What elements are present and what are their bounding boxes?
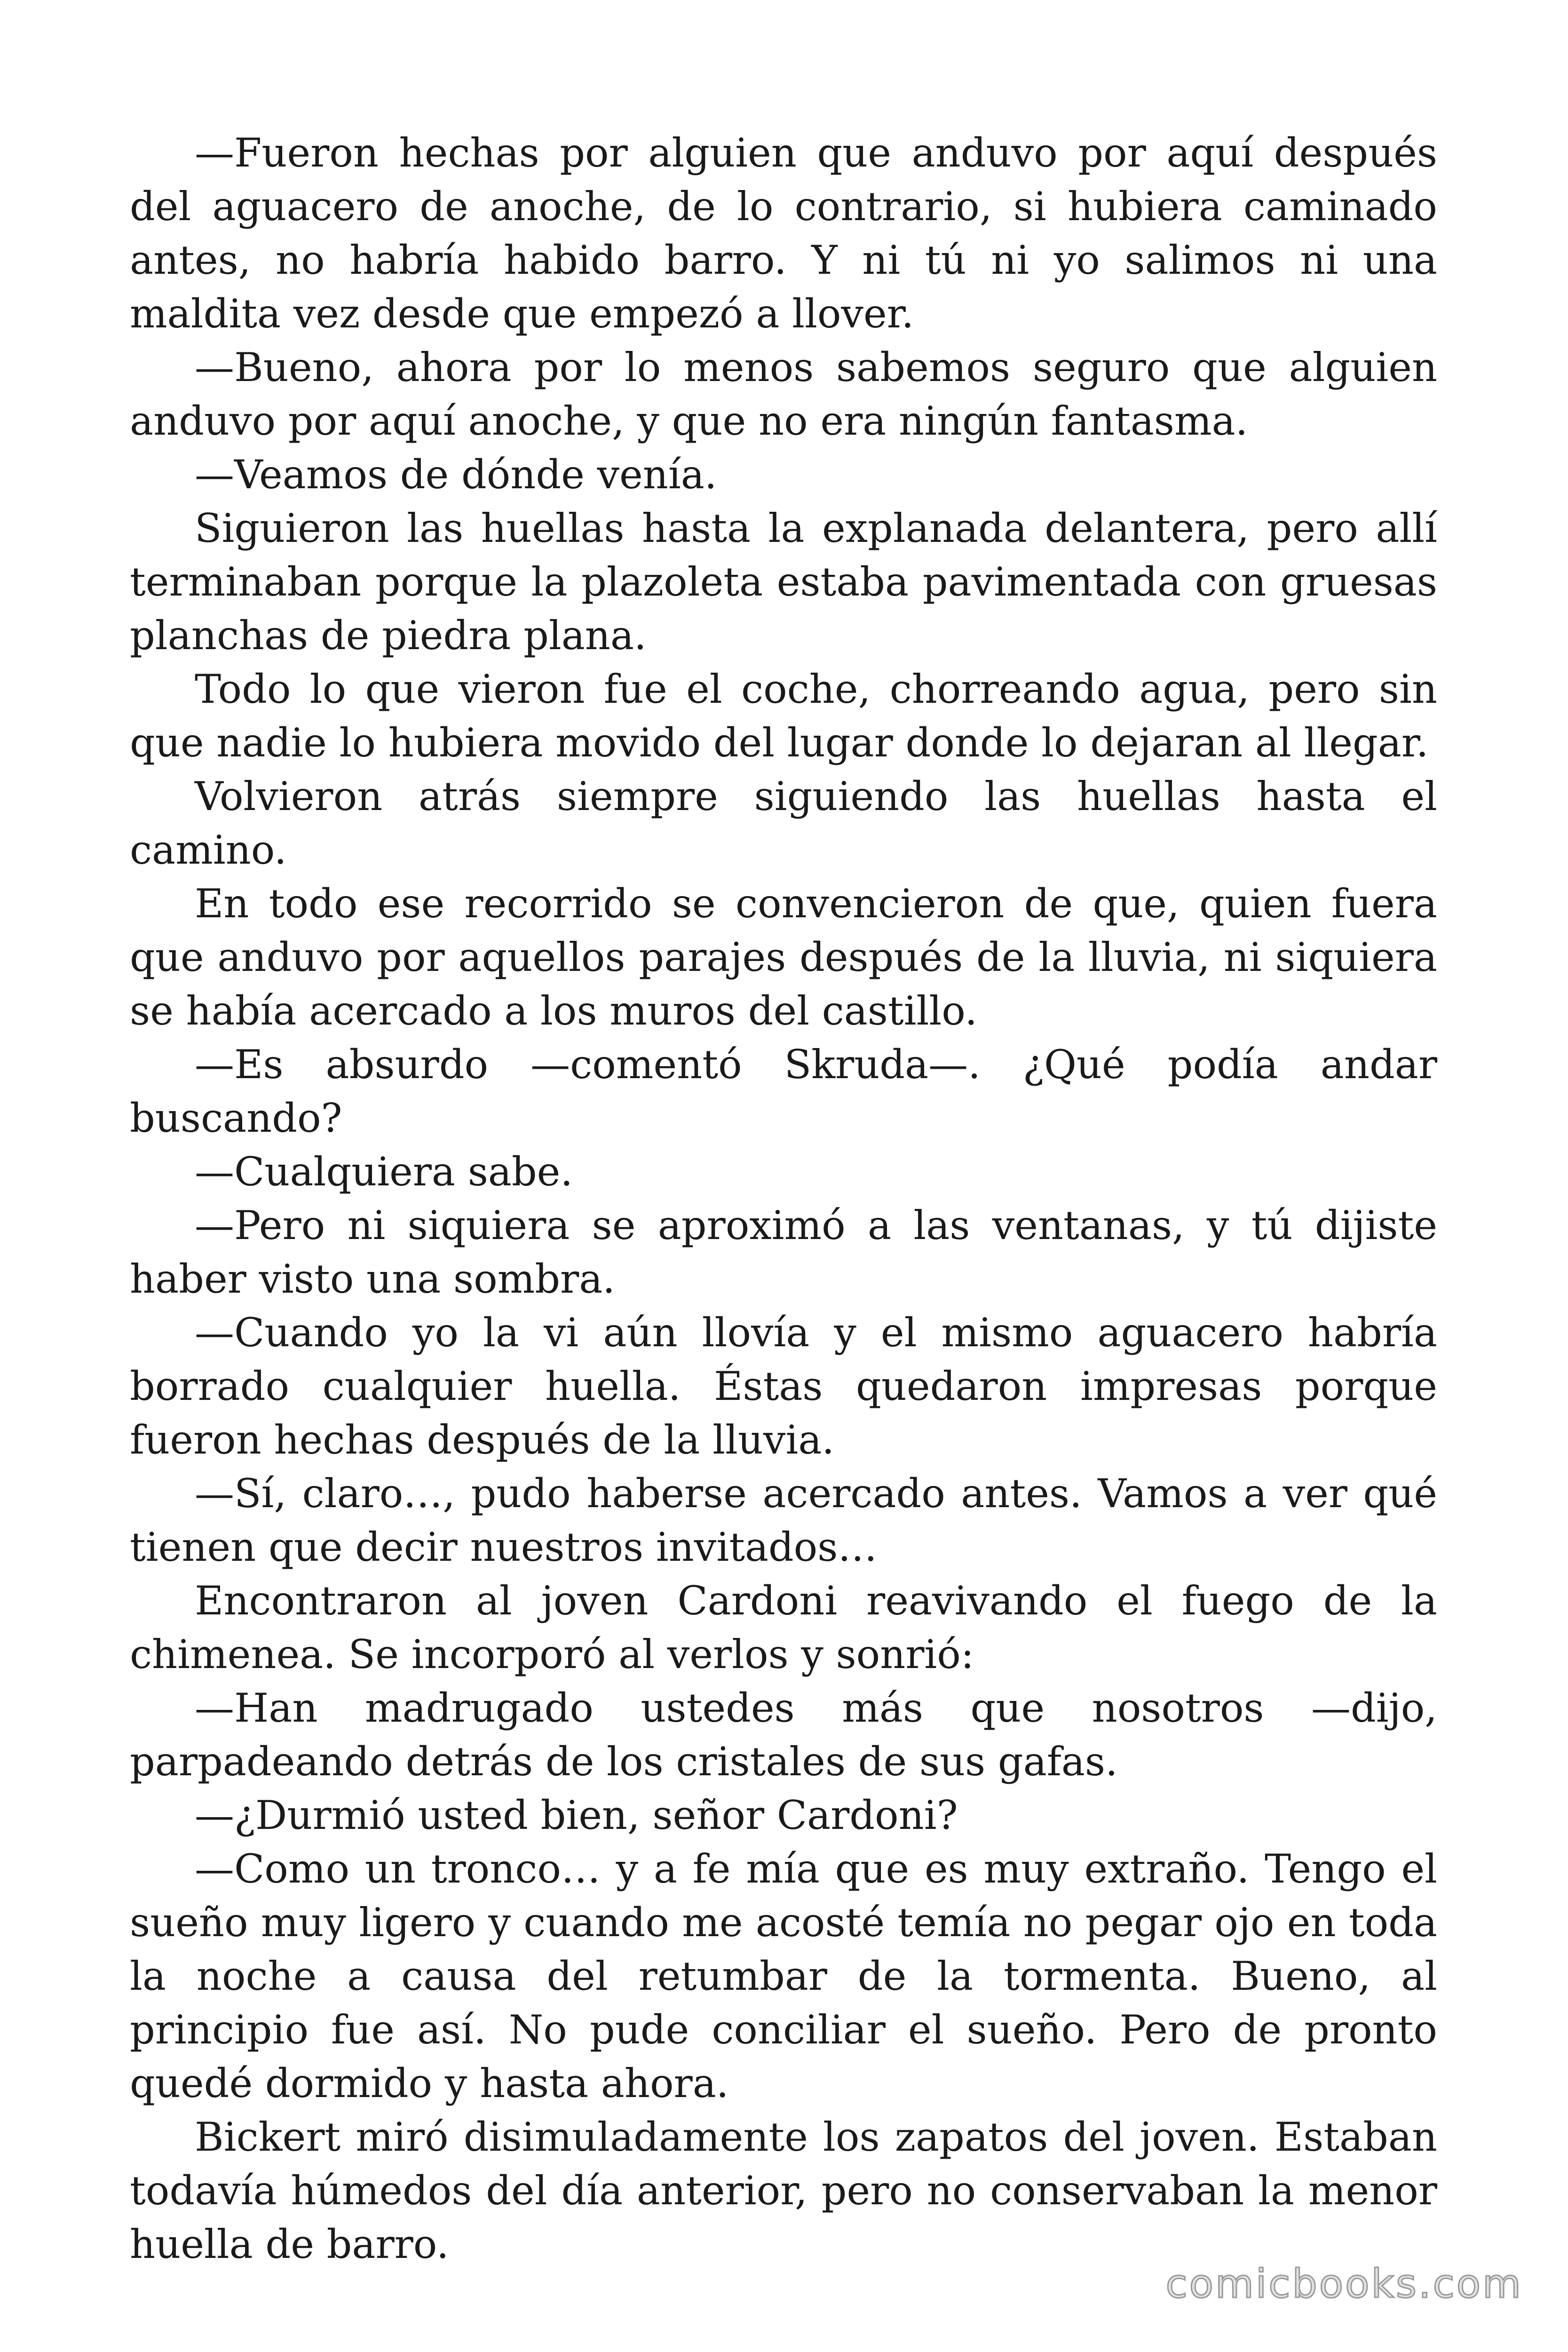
site-watermark: comicbooks.com: [1165, 2261, 1523, 2307]
paragraph-6: Volvieron atrás siempre siguiendo las huellas hasta el camino.: [130, 773, 1437, 873]
paragraph-4: Siguieron las huellas hasta la explanada delantera, pero allí terminaban porque la plazoleta estaba pavimentada con gruesas planchas de piedra plana.: [130, 505, 1437, 659]
paragraph-5: Todo lo que vieron fue el coche, chorreando agua, pero sin que nadie lo hubiera movido del lugar donde lo dejaran al llegar.: [130, 666, 1437, 766]
paragraph-12: —Sí, claro…, pudo haberse acercado antes. Vamos a ver qué tienen que decir nuestros invitados…: [130, 1470, 1437, 1570]
paragraph-2: —Bueno, ahora por lo menos sabemos seguro que alguien anduvo por aquí anoche, y que no era ningún fantasma.: [130, 344, 1437, 444]
paragraph-11: —Cuando yo la vi aún llovía y el mismo aguacero habría borrado cualquier huella. Éstas quedaron impresas porque fueron hechas después de la lluvia.: [130, 1310, 1437, 1463]
paragraph-15: —¿Durmió usted bien, señor Cardoni?: [195, 1792, 958, 1838]
paragraph-14: —Han madrugado ustedes más que nosotros —dijo, parpadeando detrás de los cristales de sus gafas.: [130, 1685, 1437, 1785]
paragraph-10: —Pero ni siquiera se aproximó a las ventanas, y tú dijiste haber visto una sombra.: [130, 1202, 1437, 1302]
paragraph-1: —Fueron hechas por alguien que anduvo por aquí después del aguacero de anoche, de lo contrario, si hubiera caminado antes, no habría habido barro. Y ni tú ni yo salimos ni una maldita vez desde que empezó a llover.: [130, 130, 1437, 337]
body-text: [130, 126, 1437, 2271]
paragraph-9: —Cualquiera sabe.: [195, 1149, 573, 1195]
paragraph-8: —Es absurdo —comentó Skruda—. ¿Qué podía andar buscando?: [130, 1041, 1437, 1141]
paragraph-3: —Veamos de dónde venía.: [195, 452, 717, 498]
paragraph-7: En todo ese recorrido se convencieron de que, quien fuera que anduvo por aquellos parajes después de la lluvia, ni siquiera se había acercado a los muros del castillo.: [130, 881, 1437, 1034]
paragraph-13: Encontraron al joven Cardoni reavivando el fuego de la chimenea. Se incorporó al verlos y sonrió:: [130, 1578, 1437, 1677]
paragraph-16: —Como un tronco… y a fe mía que es muy extraño. Tengo el sueño muy ligero y cuando me acosté temía no pegar ojo en toda la noche a causa del retumbar de la tormenta. Bueno, al principio fue así. No pude conciliar el sueño. Pero de pronto quedé dormido y hasta ahora.: [130, 1846, 1437, 2106]
paragraph-17: Bickert miró disimuladamente los zapatos del joven. Estaban todavía húmedos del día anterior, pero no conservaban la menor huella de barro.: [130, 2114, 1437, 2267]
